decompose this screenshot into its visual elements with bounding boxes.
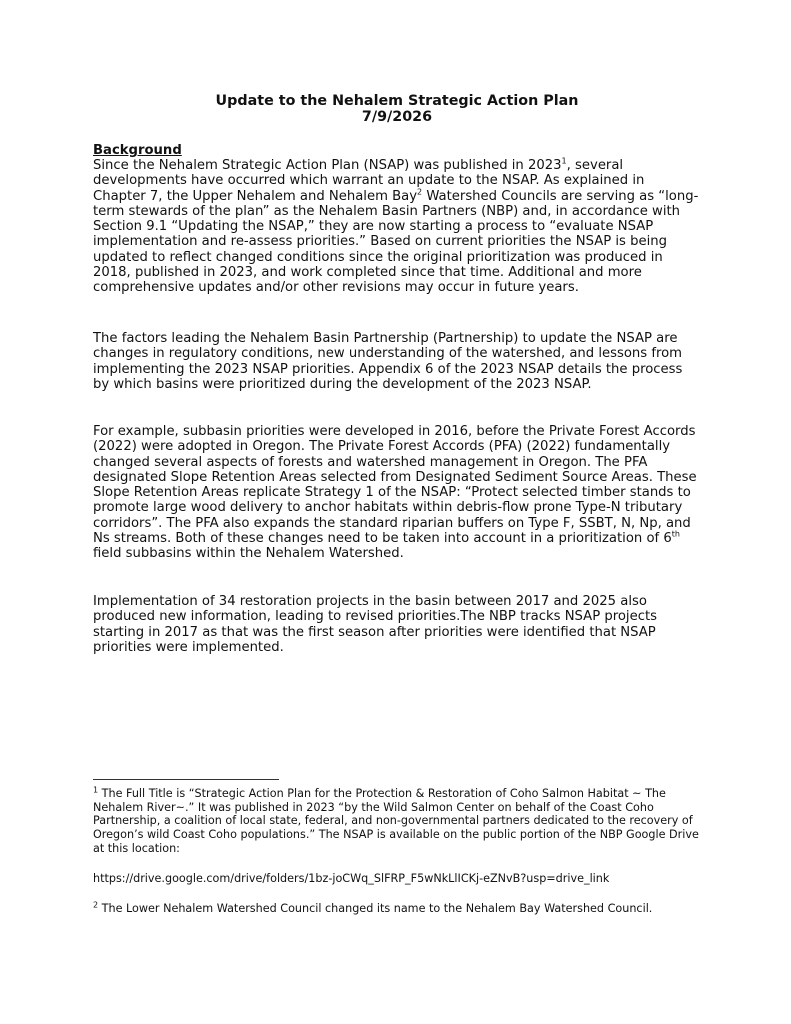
paragraph-3-text-a: For example, subbasin priorities were developed in 2016, before the Private Forest Accords (2022) were adopted in Oregon. The Private Forest Accords (PFA) (2022) fundamentally changed several aspects of forests and watershed management in Oregon. The PFA designated Slope Retention Areas selected from Designated Sediment Source Areas. These Slope Retention Areas replicate Strategy 1 of the NSAP: “Protect selected timber stands to promote large wood delivery to anchor habitats within debris-flow prone Type-N tributary corridors”. The PFA also expands the standard riparian buffers on Type F, SSBT, N, Np, and Ns streams. Both of these changes need to be taken into account in a prioritization of 6 xyxy=(93,424,697,547)
paragraph-2: The factors leading the Nehalem Basin Partnership (Partnership) to update the NSAP are changes in regulatory conditions, new understanding of the watershed, and lessons from implementing the 2023 NSAP priorities. Appendix 6 of the 2023 NSAP details the process by which basins were prioritized during the development of the 2023 NSAP. xyxy=(93,331,683,392)
paragraph-4: Implementation of 34 restoration projects in the basin between 2017 and 2025 also produced new information, leading to revised priorities.The NBP tracks NSAP projects starting in 2017 as that was the first season after priorities were identified that NSAP priorities were implemented. xyxy=(93,594,657,655)
section-heading: Background xyxy=(93,143,182,158)
footnote-2 xyxy=(93,902,701,916)
paragraph-3 xyxy=(93,424,701,562)
footnote-ref-2[interactable]: 2 xyxy=(417,187,423,197)
paragraph-1-text-a: Since the Nehalem Strategic Action Plan (NSAP) was published in 2023 xyxy=(93,158,562,173)
footnote-2-marker: 2 xyxy=(93,900,99,910)
document-title-block xyxy=(93,93,701,125)
footnote-1-text: The Full Title is “Strategic Action Plan for the Protection & Restoration of Coho Salmon Habitat ~ The Nehalem River~.” It was published in 2023 “by the Wild Salmon Center on behalf of the Coast Coho Partnership, a coalition of local state, federal, and non-governmental partners dedicated to the recovery of Oregon’s wild Coast Coho populations.” The NSAP is available on the public portion of the NBP Google Drive at this location: xyxy=(93,787,699,855)
footnote-divider xyxy=(93,779,279,780)
ordinal-superscript: th xyxy=(671,529,680,539)
paragraph-3-text-b: field subbasins within the Nehalem Watershed. xyxy=(93,546,404,562)
footnote-2-text: The Lower Nehalem Watershed Council changed its name to the Nehalem Bay Watershed Council. xyxy=(98,902,653,915)
document-title: Update to the Nehalem Strategic Action Plan xyxy=(215,93,579,109)
document-date: 7/9/2026 xyxy=(361,109,433,125)
paragraph-1-text-b: , several developments have occurred which warrant an update to the NSAP. As explained in Chapter 7, the Upper Nehalem and Nehalem Bay xyxy=(93,158,645,204)
footnote-ref-1[interactable]: 1 xyxy=(561,156,567,166)
footnote-1-link[interactable]: https://drive.google.com/drive/folders/1bz-joCWq_SlFRP_F5wNkLlICKj-eZNvB?usp=drive_link xyxy=(93,872,610,885)
paragraph-1 xyxy=(93,158,701,296)
footnote-1 xyxy=(93,787,701,856)
footnote-1-marker: 1 xyxy=(93,785,99,795)
paragraph-1-text-c: Watershed Councils are serving as “long-term stewards of the plan” as the Nehalem Basin Partners (NBP) and, in accordance with Section 9.1 “Updating the NSAP,” they are now starting a process to “evaluate NSAP implementation and re-assess priorities.” Based on current priorities the NSAP is being updated to reflect changed conditions since the original prioritization was produced in 2018, published in 2023, and work completed since that time. Additional and more comprehensive updates and/or other revisions may occur in future years. xyxy=(93,188,699,296)
